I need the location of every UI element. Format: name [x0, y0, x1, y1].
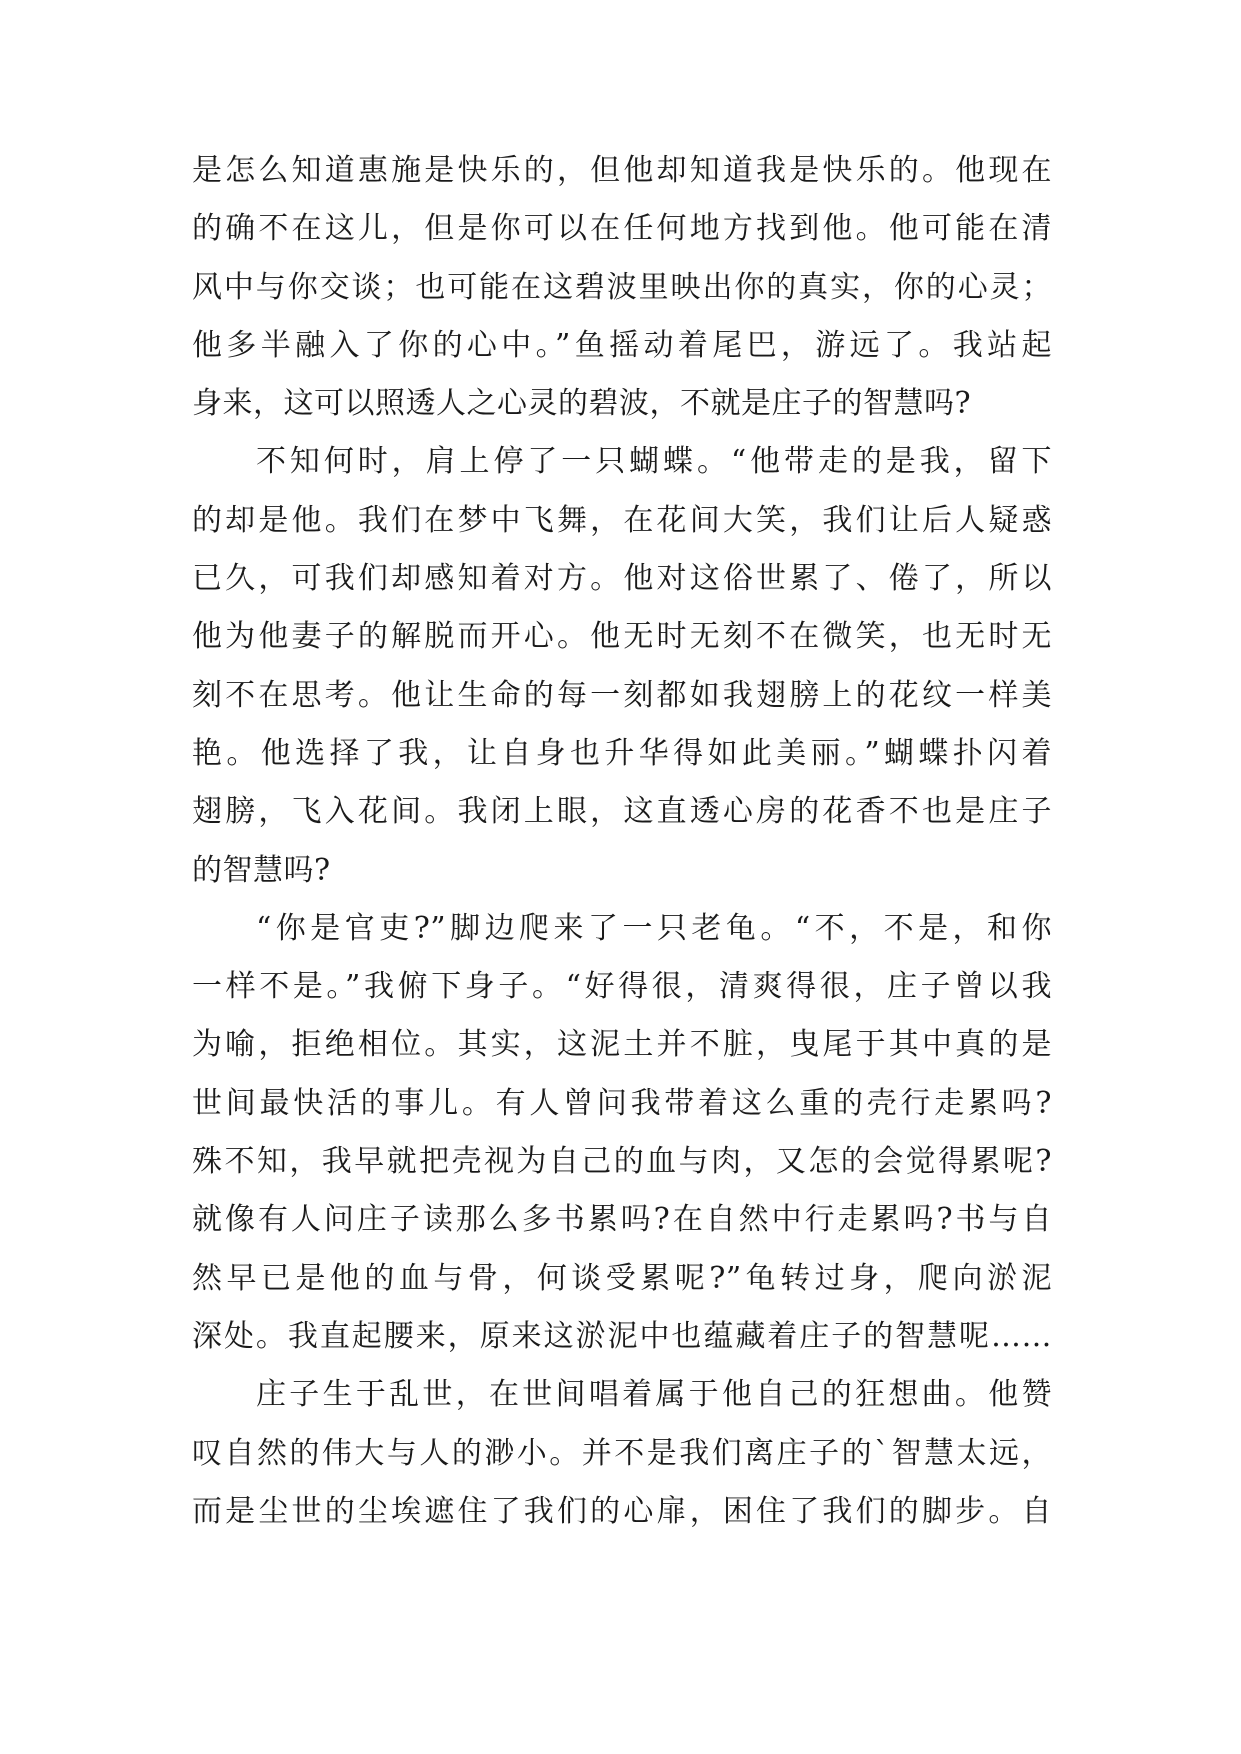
text-line: 已久，可我们却感知着对方。他对这俗世累了、倦了，所以: [192, 561, 1052, 597]
text-line: 为喻，拒绝相位。其实，这泥土并不脏，曳尾于其中真的是: [192, 1027, 1052, 1063]
text-line: 殊不知，我早就把壳视为自己的血与肉，又怎的会觉得累呢?: [192, 1144, 1052, 1180]
text-line: 刻不在思考。他让生命的每一刻都如我翅膀上的花纹一样美: [192, 677, 1052, 713]
text-line: 是怎么知道惠施是快乐的，但他却知道我是快乐的。他现在: [192, 153, 1052, 188]
paragraph-start-line: “你是官吏?”脚边爬来了一只老龟。“不，不是，和你: [256, 910, 1052, 946]
text-line: 一样不是。”我俯下身子。“好得很，清爽得很，庄子曾以我: [192, 969, 1052, 1005]
text-line: 而是尘世的尘埃遮住了我们的心扉，困住了我们的脚步。自: [192, 1493, 1052, 1529]
text-line: 他多半融入了你的心中。”鱼摇动着尾巴，游远了。我站起: [192, 327, 1052, 363]
text-line: 风中与你交谈；也可能在这碧波里映出你的真实，你的心灵；: [192, 269, 1052, 305]
text-line: 叹自然的伟大与人的渺小。并不是我们离庄子的`智慧太远，: [192, 1435, 1052, 1471]
text-line: 的却是他。我们在梦中飞舞，在花间大笑，我们让后人疑惑: [192, 502, 1052, 538]
text-line: 就像有人问庄子读那么多书累吗?在自然中行走累吗?书与自: [192, 1202, 1052, 1238]
text-line: 他为他妻子的解脱而开心。他无时无刻不在微笑，也无时无: [192, 619, 1052, 655]
text-line: 的智慧吗?: [192, 852, 331, 888]
paragraph-start-line: 不知何时，肩上停了一只蝴蝶。“他带走的是我，留下: [256, 444, 1052, 480]
text-line: 的确不在这儿，但是你可以在任何地方找到他。他可能在清: [192, 211, 1052, 247]
paragraph-start-line: 庄子生于乱世，在世间唱着属于他自己的狂想曲。他赞: [256, 1377, 1052, 1413]
body-text: [192, 142, 1052, 1541]
text-line: 艳。他选择了我，让自身也升华得如此美丽。”蝴蝶扑闪着: [192, 735, 1052, 771]
text-line: 深处。我直起腰来，原来这淤泥中也蕴藏着庄子的智慧呢……: [192, 1318, 1052, 1354]
text-line: 翅膀，飞入花间。我闭上眼，这直透心房的花香不也是庄子: [192, 794, 1052, 830]
text-line: 身来，这可以照透人之心灵的碧波，不就是庄子的智慧吗?: [192, 386, 972, 422]
text-line: 世间最快活的事儿。有人曾问我带着这么重的壳行走累吗?: [192, 1085, 1052, 1121]
text-line: 然早已是他的血与骨，何谈受累呢?”龟转过身，爬向淤泥: [192, 1260, 1052, 1296]
